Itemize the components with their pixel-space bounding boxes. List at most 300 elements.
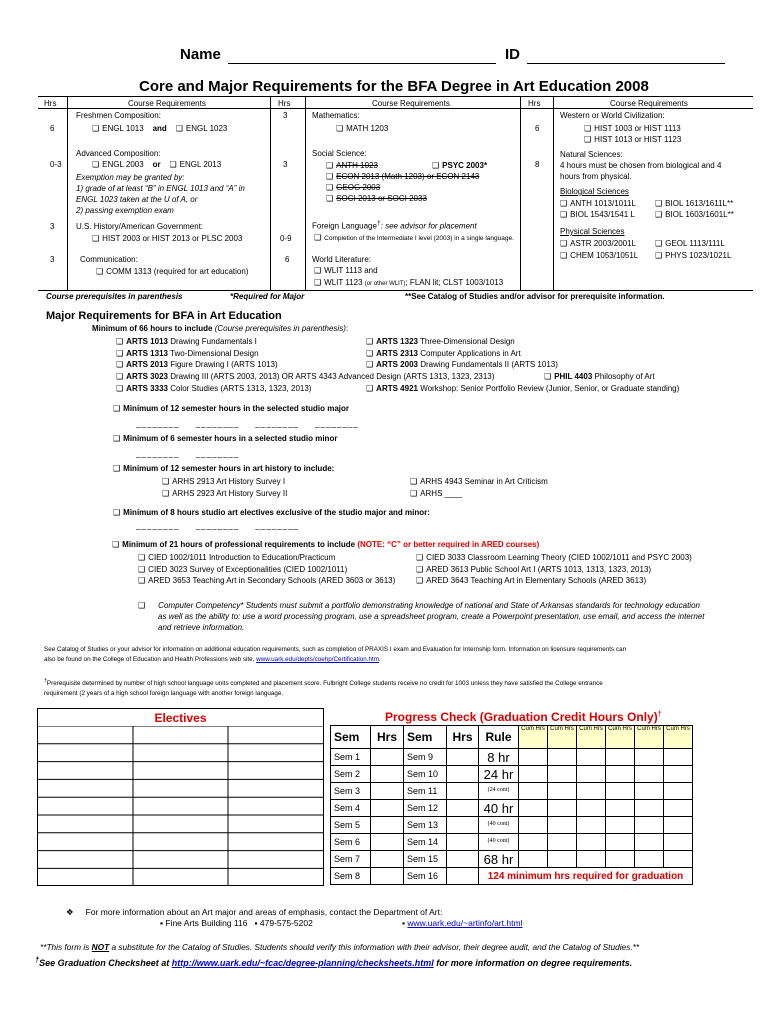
hrs-cell[interactable] bbox=[371, 868, 404, 885]
electives-box bbox=[37, 708, 324, 886]
progress-title bbox=[385, 710, 662, 724]
course-name: Drawing III (ARTS 2003, 2013) OR ARTS 4343 Advanced Design (ARTS 1313, 1323, 2313) bbox=[167, 372, 495, 382]
name-field-line[interactable] bbox=[228, 63, 496, 64]
checksheet-link[interactable]: http://www.uark.edu/~fcac/degree-planning/checksheets.html bbox=[171, 958, 434, 968]
checkbox[interactable] bbox=[162, 489, 172, 498]
studio12 bbox=[113, 404, 349, 413]
sem-label: Sem 11 bbox=[404, 783, 447, 800]
course: ANTH 1023 bbox=[336, 161, 378, 170]
cum-cell[interactable] bbox=[548, 783, 577, 800]
hrs-cell[interactable] bbox=[447, 766, 479, 783]
phys-list bbox=[560, 238, 638, 262]
course: ECON 2013 (Math 1203) or ECON 2143 bbox=[336, 172, 480, 181]
studio12-blanks[interactable]: ________ ________ ________ ________ bbox=[136, 419, 359, 428]
checkbox[interactable] bbox=[560, 239, 570, 248]
cum-cell[interactable] bbox=[606, 749, 635, 766]
cum-cell[interactable] bbox=[606, 817, 635, 834]
rule-value: 8 hr bbox=[487, 749, 510, 765]
course-name: Two-Dimensional Design bbox=[167, 348, 259, 358]
checkbox[interactable] bbox=[138, 565, 148, 574]
foot-req: *Required for Major bbox=[230, 292, 305, 301]
cum-cell[interactable] bbox=[664, 766, 693, 783]
ced-right bbox=[416, 552, 692, 587]
course-code: ARTS 2003 bbox=[376, 360, 418, 370]
cum-cell[interactable] bbox=[664, 749, 693, 766]
checkbox[interactable] bbox=[116, 337, 126, 346]
checkbox[interactable] bbox=[112, 540, 122, 549]
course: ENGL 1023 bbox=[185, 124, 228, 133]
hrs-cell[interactable] bbox=[371, 834, 404, 851]
id-label: ID bbox=[505, 46, 520, 63]
hrs-cell[interactable] bbox=[371, 783, 404, 800]
checkbox[interactable] bbox=[560, 251, 570, 260]
col-req: Course Requirements bbox=[610, 99, 688, 108]
ah-list-2 bbox=[410, 476, 548, 500]
checkbox[interactable] bbox=[162, 477, 172, 486]
rule-cell bbox=[479, 749, 519, 766]
hrs-cell[interactable] bbox=[447, 817, 479, 834]
checkbox[interactable] bbox=[176, 124, 186, 133]
course: HIST 1003 or HIST 1113 bbox=[594, 124, 681, 133]
ns-title: Natural Sciences: bbox=[560, 150, 623, 159]
ah-list-1 bbox=[162, 476, 287, 500]
col-req: Course Requirements bbox=[372, 99, 450, 108]
checkbox[interactable] bbox=[366, 349, 376, 358]
course-code: ARTS 2313 bbox=[376, 348, 418, 358]
cum-cell[interactable] bbox=[577, 817, 606, 834]
course: ARHS ____ bbox=[420, 489, 463, 498]
checkbox[interactable] bbox=[366, 337, 376, 346]
see-text: for more information on degree requirements. bbox=[433, 958, 633, 968]
core-divider bbox=[520, 96, 521, 290]
course-name: Three-Dimensional Design bbox=[417, 337, 515, 346]
sem-label: Sem 13 bbox=[404, 817, 447, 834]
fl-hrs: 0-9 bbox=[280, 234, 292, 243]
cum-cell[interactable] bbox=[635, 834, 664, 851]
note-line: requirement (2 years of a high school foreign language with another foreign language. bbox=[44, 690, 284, 698]
studio8 bbox=[113, 508, 430, 517]
rule-cont: (40 cont) bbox=[487, 821, 510, 827]
h-cum: Cum Hrs bbox=[635, 726, 664, 749]
course-code: ARTS 2013 bbox=[126, 360, 168, 370]
core-divider bbox=[270, 96, 271, 290]
us-hrs: 3 bbox=[50, 222, 55, 231]
sem-label: Sem 2 bbox=[331, 766, 371, 783]
cum-cell[interactable] bbox=[635, 783, 664, 800]
checkbox[interactable] bbox=[314, 278, 324, 287]
checkbox[interactable] bbox=[138, 601, 148, 610]
min66 bbox=[92, 324, 348, 333]
cum-cell[interactable] bbox=[635, 851, 664, 868]
note-line: 1) grade of at least “B” in ENGL 1013 and “A” in bbox=[76, 184, 245, 193]
hrs-cell[interactable] bbox=[371, 817, 404, 834]
h-cum: Cum Hrs bbox=[664, 726, 693, 749]
checkbox[interactable] bbox=[410, 489, 420, 498]
art-link[interactable]: www.uark.edu/~artinfo/art.html bbox=[407, 918, 523, 928]
cum-cell[interactable] bbox=[548, 749, 577, 766]
course: ASTR 2003/2001L bbox=[570, 239, 636, 248]
course: COMM 1313 (required for art education) bbox=[106, 267, 249, 276]
col-req: Course Requirements bbox=[128, 99, 206, 108]
course: BIOL 1613/1611L** bbox=[665, 199, 734, 208]
progress-row bbox=[331, 868, 693, 885]
rule-cell bbox=[479, 834, 519, 851]
computer-competency bbox=[138, 600, 705, 633]
note-line: ENGL 1023 taken at the U of A, or bbox=[76, 195, 198, 204]
disc-text: a substitute for the Catalog of Studies. Students should verify this information with their advisor, their degree audit, and the Catalog of Studies.** bbox=[109, 942, 640, 952]
bio-list bbox=[560, 198, 636, 220]
sem-label: Sem 4 bbox=[331, 800, 371, 817]
checkbox[interactable] bbox=[655, 199, 665, 208]
fresh-row bbox=[92, 124, 227, 133]
notes-1 bbox=[44, 645, 626, 665]
cum-cell[interactable] bbox=[519, 834, 548, 851]
checkbox[interactable] bbox=[584, 135, 594, 144]
course-name: Computer Applications in Art bbox=[417, 348, 521, 358]
rule-cell bbox=[479, 800, 519, 817]
phone: 479-575-5202 bbox=[259, 918, 313, 928]
course-name: Workshop: Senior Portfolio Review (Junior, Senior, or Graduate standing) bbox=[417, 383, 680, 393]
checkbox[interactable] bbox=[113, 464, 123, 473]
cum-cell[interactable] bbox=[664, 783, 693, 800]
dagger: † bbox=[376, 220, 381, 227]
sem-label: Sem 9 bbox=[404, 749, 447, 766]
wl-1 bbox=[314, 266, 378, 275]
hrs-cell[interactable] bbox=[447, 834, 479, 851]
disclaimer bbox=[40, 942, 639, 952]
course: GEOG 2003 bbox=[336, 183, 381, 192]
progress-row bbox=[331, 834, 693, 851]
cum-cell[interactable] bbox=[548, 800, 577, 817]
id-field-line[interactable] bbox=[527, 63, 725, 64]
checkbox[interactable] bbox=[416, 565, 426, 574]
sem-label: Sem 15 bbox=[404, 851, 447, 868]
cum-cell[interactable] bbox=[519, 783, 548, 800]
core-bottom-rule bbox=[38, 290, 753, 291]
cum-cell[interactable] bbox=[664, 800, 693, 817]
sem-label: Sem 12 bbox=[404, 800, 447, 817]
checkbox[interactable] bbox=[326, 183, 336, 192]
checkbox[interactable] bbox=[336, 124, 346, 133]
cum-cell[interactable] bbox=[548, 851, 577, 868]
progress-title-text: Progress Check (Graduation Credit Hours Only) bbox=[385, 710, 658, 724]
checkbox[interactable] bbox=[96, 267, 106, 276]
wl-2 bbox=[314, 278, 503, 287]
soc-hrs: 3 bbox=[283, 160, 288, 169]
checkbox[interactable] bbox=[560, 199, 570, 208]
hrs-cell[interactable] bbox=[371, 851, 404, 868]
cum-cell[interactable] bbox=[577, 800, 606, 817]
course: BIOL 1543/1541 L bbox=[570, 210, 635, 219]
hrs-cell[interactable] bbox=[371, 800, 404, 817]
checkbox[interactable] bbox=[655, 239, 665, 248]
rule-cont: (24 cont) bbox=[487, 787, 510, 793]
fl-title bbox=[312, 220, 477, 231]
rule-cell bbox=[479, 783, 519, 800]
fresh-hrs: 6 bbox=[50, 124, 55, 133]
cum-cell[interactable] bbox=[606, 766, 635, 783]
studio12-text: Minimum of 12 semester hours in the selected studio major bbox=[123, 404, 350, 413]
checkbox[interactable] bbox=[92, 234, 102, 243]
checkbox[interactable] bbox=[138, 576, 148, 585]
progress-row bbox=[331, 851, 693, 868]
rule-cont: (40 cont) bbox=[487, 838, 510, 844]
col-hrs: Hrs bbox=[44, 99, 57, 108]
checkbox[interactable] bbox=[410, 477, 420, 486]
course: PSYC 2003* bbox=[442, 161, 488, 170]
course: ARED 3643 Teaching Art in Elementary Schools (ARED 3613) bbox=[426, 576, 647, 585]
course-name: Drawing Fundamentals I bbox=[167, 337, 257, 346]
adv-hrs: 0-3 bbox=[50, 160, 62, 169]
min66-note: (Course prerequisites in parenthesis) bbox=[214, 324, 346, 333]
cum-cell[interactable] bbox=[577, 766, 606, 783]
cum-cell[interactable] bbox=[606, 800, 635, 817]
hrs-cell[interactable] bbox=[371, 749, 404, 766]
course: ENGL 2013 bbox=[179, 160, 222, 169]
arthist12-text: Minimum of 12 semester hours in art history to include: bbox=[123, 464, 335, 473]
and-word: and bbox=[152, 124, 167, 133]
checkbox[interactable] bbox=[416, 576, 426, 585]
electives-grid[interactable] bbox=[38, 726, 323, 886]
course: HIST 1013 or HIST 1123 bbox=[594, 135, 682, 144]
checkbox[interactable] bbox=[366, 360, 376, 369]
studio6-blanks[interactable]: ________ ________ bbox=[136, 449, 240, 458]
cum-cell[interactable] bbox=[606, 834, 635, 851]
notes-2: †Prerequisite determined by number of high school language units completed and placement score. Fulbright College students receive no credit for 1003 unless they have satisfied the College entrance requirement (2 years of a high school foreign language with another foreign language. bbox=[44, 678, 603, 698]
sem-label: Sem 16 bbox=[404, 868, 447, 885]
course-name: Figure Drawing I (ARTS 1013) bbox=[167, 360, 278, 370]
studio8-blanks[interactable]: ________ ________ ________ bbox=[136, 521, 300, 530]
progress-row bbox=[331, 800, 693, 817]
cum-cell[interactable] bbox=[519, 749, 548, 766]
h-sem: Sem bbox=[404, 726, 447, 749]
progress-row bbox=[331, 783, 693, 800]
course: ARHS 2923 Art History Survey II bbox=[172, 489, 288, 498]
sem-label: Sem 14 bbox=[404, 834, 447, 851]
cum-cell[interactable] bbox=[548, 817, 577, 834]
course: ARED 3613 Public School Art I (ARTS 1013, 1313, 1323, 2013) bbox=[426, 564, 652, 574]
hrs-cell[interactable] bbox=[371, 766, 404, 783]
cum-cell[interactable] bbox=[577, 834, 606, 851]
comp-line: Computer Competency* Students must submit a portfolio demonstrating knowledge of national and State of Arkansas standards for technology education bbox=[158, 601, 700, 610]
cum-cell[interactable] bbox=[635, 766, 664, 783]
course-code: ARTS 1013 bbox=[126, 337, 168, 346]
cum-cell[interactable] bbox=[664, 817, 693, 834]
course: ENGL 2003 bbox=[102, 160, 144, 169]
phys-list-2 bbox=[655, 238, 731, 262]
sem-label: Sem 7 bbox=[331, 851, 371, 868]
course: CHEM 1053/1051L bbox=[570, 251, 639, 260]
rule-value: 68 hr bbox=[483, 851, 514, 867]
cum-cell[interactable] bbox=[577, 783, 606, 800]
h-rule: Rule bbox=[479, 726, 519, 749]
course: SOCI 2013 or SOCI 2033 bbox=[336, 194, 427, 203]
adv-row bbox=[92, 160, 221, 169]
course-code: ARTS 1323 bbox=[376, 337, 418, 346]
checkbox[interactable] bbox=[560, 210, 570, 219]
core-head-rule bbox=[38, 108, 753, 109]
arthist12 bbox=[113, 464, 334, 473]
checkbox[interactable] bbox=[116, 384, 126, 393]
progress-row bbox=[331, 749, 693, 766]
prof21 bbox=[112, 540, 539, 549]
core-divider bbox=[553, 96, 554, 290]
building: Fine Arts Building 116 bbox=[165, 918, 248, 928]
cum-cell[interactable] bbox=[635, 800, 664, 817]
checkbox[interactable] bbox=[655, 210, 665, 219]
cum-cell[interactable] bbox=[664, 834, 693, 851]
disc-text: **This form is bbox=[40, 942, 92, 952]
checkbox[interactable] bbox=[92, 160, 102, 169]
cum-cell[interactable] bbox=[606, 783, 635, 800]
fl-opt bbox=[314, 233, 514, 243]
fresh-title: Freshmen Composition: bbox=[76, 111, 161, 120]
h-cum: Cum Hrs bbox=[519, 726, 548, 749]
checkbox[interactable] bbox=[326, 194, 336, 203]
note-line: also be found on the College of Education and Health Professions web site, bbox=[44, 656, 257, 663]
info-row bbox=[66, 907, 442, 918]
course: PHYS 1023/1021L bbox=[665, 251, 732, 260]
bio-list-2 bbox=[655, 198, 734, 220]
course: MATH 1203 bbox=[346, 124, 389, 133]
disc-not: NOT bbox=[91, 942, 110, 952]
course-name: Drawing Fundamentals II (ARTS 1013) bbox=[417, 360, 558, 370]
rule-value: 40 hr bbox=[483, 800, 514, 816]
diamond-bullet-icon: ❖ bbox=[66, 907, 74, 917]
us-title: U.S. History/American Government: bbox=[76, 222, 204, 231]
cum-cell[interactable] bbox=[519, 800, 548, 817]
checkbox[interactable] bbox=[314, 235, 324, 242]
course: WLIT 1113 and bbox=[324, 266, 378, 275]
sem-label: Sem 6 bbox=[331, 834, 371, 851]
course-code: ARTS 4921 bbox=[376, 383, 418, 393]
page-title: Core and Major Requirements for the BFA Degree in Art Education 2008 bbox=[139, 78, 649, 95]
studio6-text: Minimum of 6 semester hours in a selected studio minor bbox=[123, 434, 338, 443]
rule-cell bbox=[479, 851, 519, 868]
foot-prereq: Course prerequisites in parenthesis bbox=[46, 292, 183, 301]
checkbox[interactable] bbox=[416, 553, 426, 562]
cum-cell[interactable] bbox=[606, 851, 635, 868]
core-top-rule bbox=[38, 96, 753, 97]
course: CIED 3033 Classroom Learning Theory (CIED 1002/1011 and PSYC 2003) bbox=[426, 553, 692, 562]
checkbox[interactable] bbox=[544, 372, 554, 381]
soc-list bbox=[326, 160, 487, 204]
cum-cell[interactable] bbox=[664, 851, 693, 868]
math-row bbox=[336, 124, 388, 133]
h-hrs: Hrs bbox=[371, 726, 404, 749]
cum-cell[interactable] bbox=[548, 766, 577, 783]
cum-cell[interactable] bbox=[519, 851, 548, 868]
fl-opt-text: Completion of the Intermediate I level (2003) in a single language. bbox=[324, 235, 514, 242]
progress-row bbox=[331, 766, 693, 783]
min66-bold: Minimum of 66 hours to include bbox=[92, 324, 213, 333]
major-right-list bbox=[366, 336, 679, 395]
wl-title: World Literature: bbox=[312, 255, 371, 264]
cum-cell[interactable] bbox=[635, 749, 664, 766]
wc-hrs: 6 bbox=[535, 124, 540, 133]
checkbox[interactable] bbox=[432, 161, 442, 170]
comp-line: as well as the ability to: use a word processing program, use a spreadsheet program, create a Powerpoint presentation, use email, and access the internet bbox=[158, 612, 705, 621]
hrs-cell[interactable] bbox=[447, 800, 479, 817]
prof21-text: Minimum of 21 hours of professional requirements to include bbox=[122, 540, 356, 549]
course: ARHS 4943 Seminar in Art Criticism bbox=[420, 477, 548, 486]
prof21-note: (NOTE: “C” or better required in ARED courses) bbox=[357, 540, 540, 549]
course-code: ARTS 3023 bbox=[126, 372, 168, 382]
course: HIST 2003 or HIST 2013 or PLSC 2003 bbox=[102, 234, 243, 243]
course-name: Color Studies (ARTS 1313, 1323, 2013) bbox=[167, 383, 312, 393]
progress-rows bbox=[331, 749, 693, 885]
wl-alt: ; FLAN lit; CLST 1003/1013 bbox=[405, 278, 504, 287]
checkbox[interactable] bbox=[116, 372, 126, 381]
ns-block bbox=[560, 149, 721, 182]
col-hrs: Hrs bbox=[278, 99, 291, 108]
us-opts bbox=[92, 234, 242, 243]
checkbox[interactable] bbox=[314, 266, 324, 275]
hrs-cell[interactable] bbox=[447, 749, 479, 766]
dagger: † bbox=[657, 711, 662, 718]
checkbox[interactable] bbox=[113, 508, 123, 517]
hrs-cell[interactable] bbox=[447, 868, 479, 885]
course-code: ARTS 1313 bbox=[126, 348, 168, 358]
checkbox[interactable] bbox=[138, 553, 148, 562]
major-heading: Major Requirements for BFA in Art Education bbox=[46, 310, 282, 322]
course: GEOL 1113/111L bbox=[665, 239, 725, 248]
bio-title: Biological Sciences bbox=[560, 187, 629, 196]
h-cum: Cum Hrs bbox=[577, 726, 606, 749]
checkbox[interactable] bbox=[92, 124, 102, 133]
math-title: Mathematics: bbox=[312, 111, 360, 120]
course-code: PHIL 4403 bbox=[554, 372, 593, 382]
comm-title: Communication: bbox=[80, 255, 138, 264]
cum-cell[interactable] bbox=[519, 817, 548, 834]
cum-cell[interactable] bbox=[548, 834, 577, 851]
rule-cell bbox=[479, 766, 519, 783]
note-line: Exemption may be granted by: bbox=[76, 173, 185, 182]
coehp-link[interactable]: www.uark.edu/depts/coehp/Certification.htm bbox=[256, 656, 379, 663]
cum-cell[interactable] bbox=[577, 851, 606, 868]
checkbox[interactable] bbox=[326, 161, 336, 170]
cum-cell[interactable] bbox=[635, 817, 664, 834]
course: ANTH 1013/1011L bbox=[570, 199, 636, 208]
note-line: 2) passing exemption exam bbox=[76, 206, 174, 215]
ns-note: 4 hours must be chosen from biological and 4 bbox=[560, 161, 722, 170]
h-cum: Cum Hrs bbox=[548, 726, 577, 749]
sem-label: Sem 8 bbox=[331, 868, 371, 885]
comm-opt bbox=[96, 267, 248, 276]
sem-label: Sem 10 bbox=[404, 766, 447, 783]
course: CIED 1002/1011 Introduction to Education/Practicum bbox=[148, 553, 336, 562]
checkbox[interactable] bbox=[116, 360, 126, 369]
hrs-cell[interactable] bbox=[447, 851, 479, 868]
checkbox[interactable] bbox=[169, 160, 179, 169]
h-cum: Cum Hrs bbox=[606, 726, 635, 749]
checkbox[interactable] bbox=[113, 404, 123, 413]
studio8-text: Minimum of 8 hours studio art electives exclusive of the studio major and minor: bbox=[123, 508, 430, 517]
checkbox[interactable] bbox=[113, 434, 123, 443]
checkbox[interactable] bbox=[366, 384, 376, 393]
checkbox[interactable] bbox=[116, 349, 126, 358]
period: . bbox=[379, 656, 381, 663]
cum-cell[interactable] bbox=[577, 749, 606, 766]
checkbox[interactable] bbox=[584, 124, 594, 133]
art-link-row: ▪ www.uark.edu/~artinfo/art.html bbox=[402, 918, 523, 928]
checkbox[interactable] bbox=[655, 251, 665, 260]
hrs-cell[interactable] bbox=[447, 783, 479, 800]
cum-cell[interactable] bbox=[519, 766, 548, 783]
checkbox[interactable] bbox=[326, 172, 336, 181]
wc-title: Western or World Civilization: bbox=[560, 111, 665, 120]
name-label: Name bbox=[180, 46, 221, 63]
